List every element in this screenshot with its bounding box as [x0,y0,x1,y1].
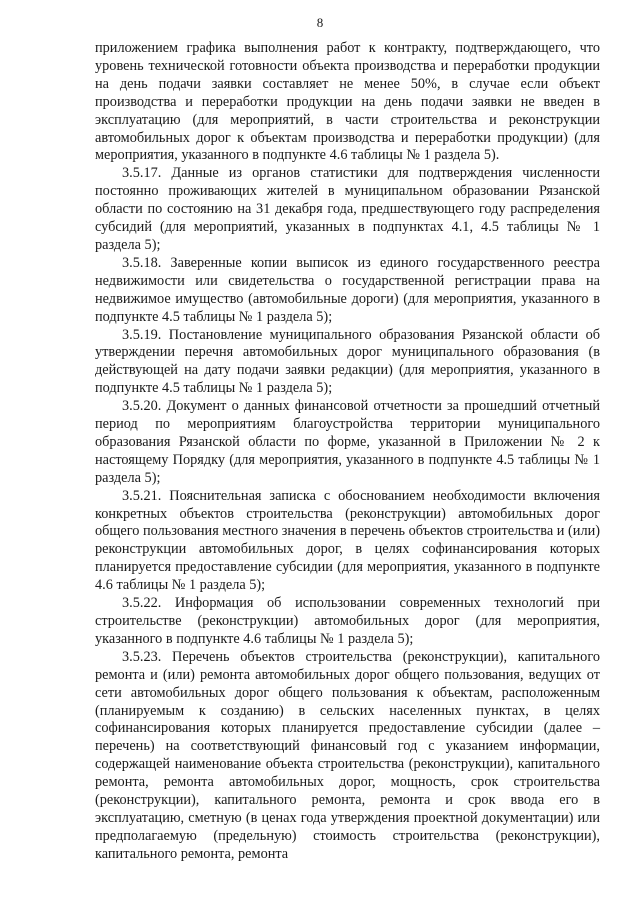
paragraph-continuation: приложением графика выполнения работ к контракту, подтверждающего, что уровень технической готовности объекта производства и переработки продукции на день подачи заявки составляет не менее 50%, в случае если объект производства и переработки продукции на день подачи заявки не введен в эксплуатацию (для мероприятий, в части строительства и реконструкции автомобильных дорог к объектам производства и переработки продукции) (для мероприятия, указанного в подпункте 4.6 таблицы № 1 раздела 5). [95,40,600,164]
paragraph-3-5-20: 3.5.20. Документ о данных финансовой отчетности за прошедший отчетный период по мероприятиям благоустройства территории муниципального образования Рязанской области по форме, указанной в Приложении № 2 к настоящему Порядку (для мероприятия, указанного в подпункте 4.5 таблицы № 1 раздела 5); [95,398,600,486]
paragraph-3-5-22: 3.5.22. Информация об использовании современных технологий при строительстве (реконструкции) автомобильных дорог (для мероприятия, указанного в подпункте 4.6 таблицы № 1 раздела 5); [95,595,600,647]
paragraph-3-5-21: 3.5.21. Пояснительная записка с обоснованием необходимости включения конкретных объектов строительства (реконструкции) автомобильных дорог общего пользования местного значения в перечень объектов строительства и (или) реконструкции автомобильных дорог, в целях софинансирования которых планируется предоставление субсидии (для мероприятия, указанного в подпункте 4.6 таблицы № 1 раздела 5); [95,487,600,594]
paragraph-3-5-17: 3.5.17. Данные из органов статистики для подтверждения численности постоянно проживающих жителей в муниципальном образовании Рязанской области по состоянию на 31 декабря года, предшествующего году распределения субсидий (для мероприятий, указанных в подпунктах 4.1, 4.5 таблицы № 1 раздела 5); [95,165,600,253]
document-body [95,40,600,864]
paragraph-3-5-19: 3.5.19. Постановление муниципального образования Рязанской области об утверждении перечня автомобильных дорог муниципального образования (в действующей на дату подачи заявки редакции) (для мероприятия, указанного в подпункте 4.5 таблицы № 1 раздела 5); [95,326,600,397]
paragraph-3-5-23: 3.5.23. Перечень объектов строительства (реконструкции), капитального ремонта и (или) ремонта автомобильных дорог общего пользования, ведущих от сети автомобильных дорог общего пользования к объектам, расположенным (планируемым к созданию) в сельских населенных пунктах, в целях софинансирования которых планируется предоставление субсидии (далее – перечень) на соответствующий финансовый год с указанием информации, содержащей наименование объекта строительства (реконструкции), капитального ремонта, ремонта автомобильных дорог, мощность, срок строительства (реконструкции), капитального ремонта, ремонта и срок ввода его в эксплуатацию, сметную (в ценах года утверждения проектной документации) или предполагаемую (предельную) стоимость строительства (реконструкции), капитального ремонта, ремонта [95,648,600,862]
paragraph-3-5-18: 3.5.18. Заверенные копии выписок из единого государственного реестра недвижимости или свидетельства о государственной регистрации права на недвижимое имущество (автомобильные дороги) (для мероприятия, указанного в подпункте 4.5 таблицы № 1 раздела 5); [95,254,600,325]
page-number: 8 [316,15,324,30]
